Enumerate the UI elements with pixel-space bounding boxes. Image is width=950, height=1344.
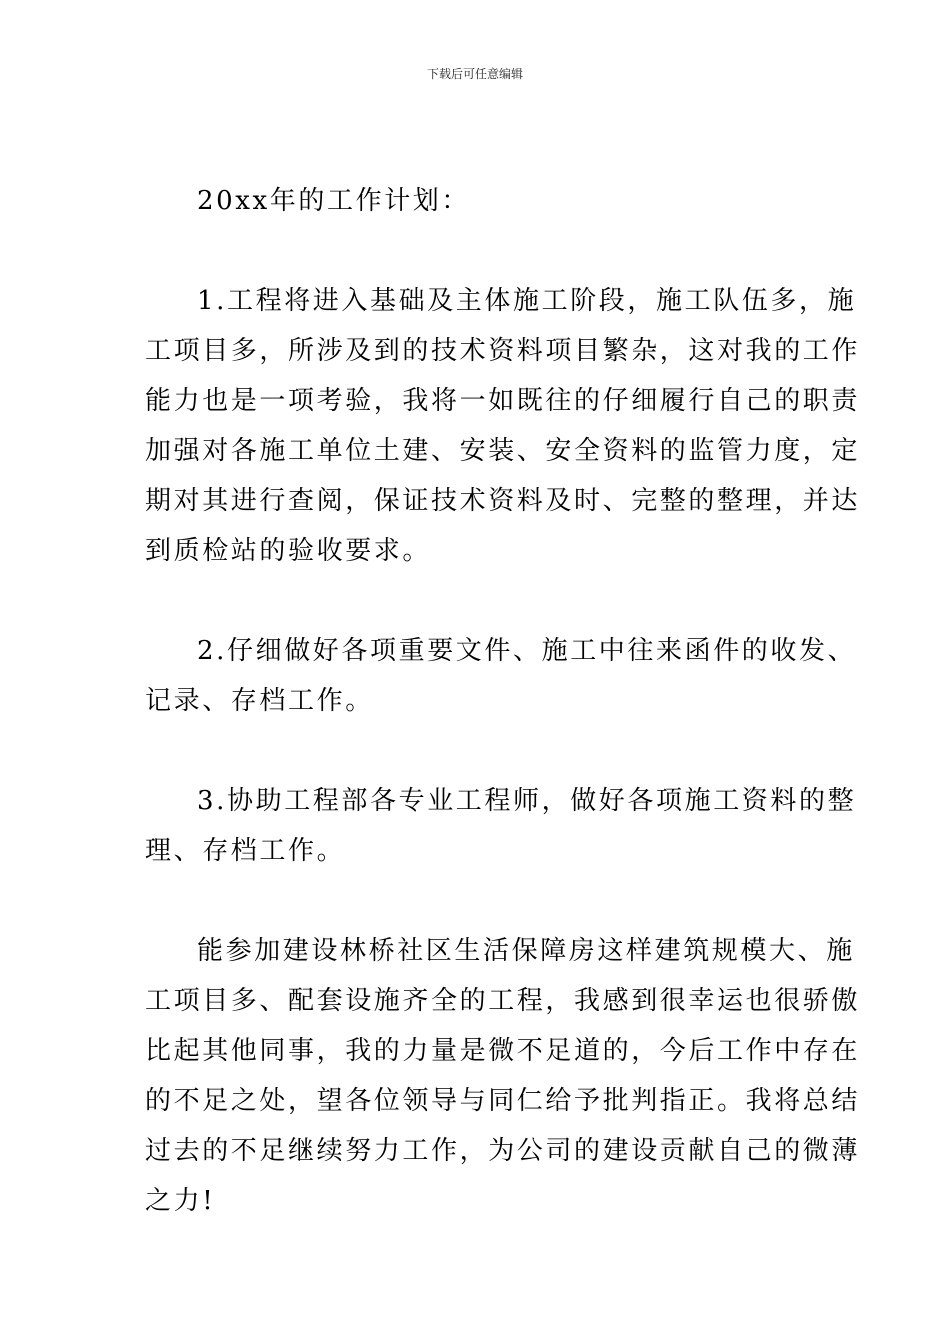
paragraph-line: 比起其他同事，我的力量是微不足道的，今后工作中存在: [145, 1036, 861, 1066]
document-body: [145, 176, 861, 1226]
paragraph-line: 能参加建设林桥社区生活保障房这样建筑规模大、施: [197, 936, 855, 966]
paragraph-line: 20xx年的工作计划：: [197, 186, 471, 216]
paragraph-line: 之力!: [145, 1186, 216, 1216]
paragraph-line: 3.协助工程部各专业工程师，做好各项施工资料的整: [197, 786, 857, 816]
paragraph-line: 的不足之处，望各位领导与同仁给予批判指正。我将总结: [145, 1086, 861, 1116]
paragraph-plan-heading: [145, 176, 810, 226]
paragraph-line: 工项目多、配套设施齐全的工程，我感到很幸运也很骄傲: [145, 986, 861, 1016]
paragraph-line: 1.工程将进入基础及主体施工阶段，施工队伍多，施: [197, 286, 857, 316]
paragraph-line: 记录、存档工作。: [145, 686, 374, 716]
paragraph-line: 工项目多，所涉及到的技术资料项目繁杂，这对我的工作: [145, 336, 861, 366]
paragraph-line: 过去的不足继续努力工作，为公司的建设贡献自己的微薄: [145, 1136, 861, 1166]
paragraph-line: 理、存档工作。: [145, 836, 346, 866]
paragraph-line: 加强对各施工单位土建、安装、安全资料的监管力度，定: [145, 436, 861, 466]
paragraph-gap: [145, 576, 810, 626]
paragraph-item-2: [145, 626, 857, 726]
paragraph-item-1: [145, 276, 861, 576]
paragraph-line: 期对其进行查阅，保证技术资料及时、完整的整理，并达: [145, 486, 861, 516]
paragraph-gap: [145, 726, 810, 776]
paragraph-gap: [145, 876, 810, 926]
paragraph-line: 能力也是一项考验，我将一如既往的仔细履行自己的职责: [145, 386, 861, 416]
paragraph-closing: [145, 926, 861, 1226]
paragraph-line: 到质检站的验收要求。: [145, 536, 432, 566]
paragraph-line: 2.仔细做好各项重要文件、施工中往来函件的收发、: [197, 636, 857, 666]
header-note: 下载后可任意编辑: [426, 67, 523, 81]
paragraph-item-3: [145, 776, 857, 876]
paragraph-gap: [145, 226, 810, 276]
